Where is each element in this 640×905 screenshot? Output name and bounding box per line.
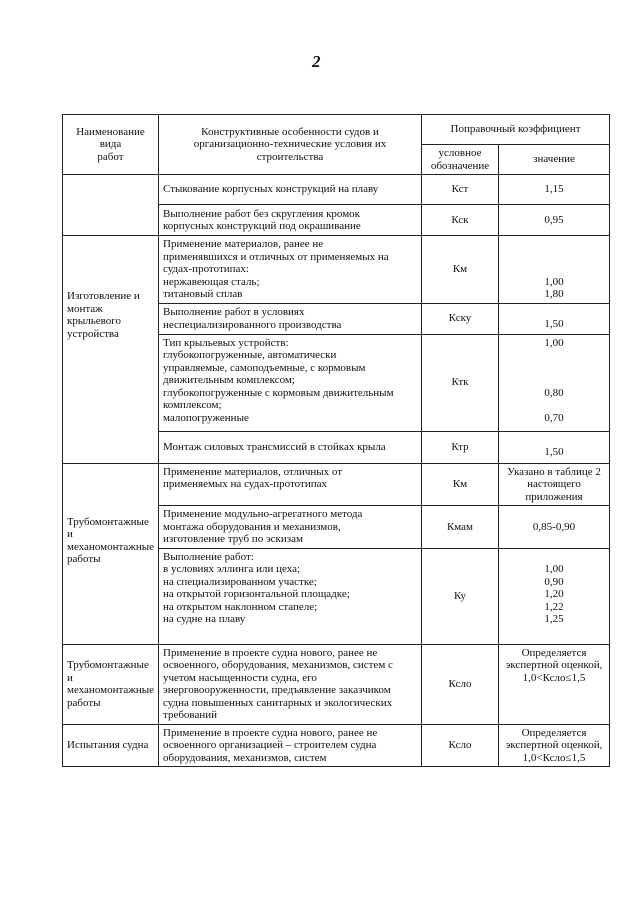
value-cell: 1,00 0,80 0,70	[499, 334, 610, 431]
symbol-cell: Ксло	[422, 644, 499, 724]
table-row	[63, 175, 610, 205]
symbol-cell: Кску	[422, 303, 499, 334]
value-cell: 1,00 0,90 1,20 1,22 1,25	[499, 548, 610, 644]
value-cell: 0,85-0,90	[499, 506, 610, 549]
symbol-cell: Кст	[422, 175, 499, 205]
features-cell: Выполнение работ в условиях неспециализированного производства	[159, 303, 422, 334]
features-cell: Применение материалов, ранее не применявшихся и отличных от применяемых на судах-прототипах: нержавеющая сталь; титановый сплав	[159, 236, 422, 304]
features-cell: Монтаж силовых трансмиссий в стойках крыла	[159, 431, 422, 463]
header-symbol: условное обозначение	[422, 145, 499, 175]
symbol-cell: Ктк	[422, 334, 499, 431]
features-cell: Применение материалов, отличных от применяемых на судах-прототипах	[159, 463, 422, 506]
value-cell: Определяется экспертной оценкой, 1,0<Ксло≤1,5	[499, 724, 610, 767]
work-type-cell: Трубомонтажные и механомонтажные работы	[63, 644, 159, 724]
symbol-cell: Ктр	[422, 431, 499, 463]
value-cell: 1,15	[499, 175, 610, 205]
page-number: 2	[312, 52, 321, 71]
symbol-cell: Км	[422, 236, 499, 304]
value-cell: Указано в таблице 2 настоящего приложения	[499, 463, 610, 506]
value-cell: 1,50	[499, 431, 610, 463]
header-value: значение	[499, 145, 610, 175]
features-cell: Применение модульно-агрегатного метода монтажа оборудования и механизмов, изготовление труб по эскизам	[159, 506, 422, 549]
table-row	[63, 463, 610, 506]
header-features: Конструктивные особенности судов и организационно-технические условия их строительства	[159, 115, 422, 175]
work-type-cell	[63, 175, 159, 236]
value-cell: 1,50	[499, 303, 610, 334]
symbol-cell: Км	[422, 463, 499, 506]
symbol-cell: Ксло	[422, 724, 499, 767]
features-cell: Применение в проекте судна нового, ранее не освоенного, оборудования, механизмов, систем с учетом насыщенности судна, его энерговооруженности, предъявление заказчиком судна повышенных санитарных и экологических требований	[159, 644, 422, 724]
features-cell: Стыкование корпусных конструкций на плаву	[159, 175, 422, 205]
features-cell: Применение в проекте судна нового, ранее не освоенного организацией – строителем судна оборудования, механизмов, систем	[159, 724, 422, 767]
table-row	[63, 724, 610, 767]
features-cell: Выполнение работ: в условиях эллинга или цеха; на специализированном участке; на открытой горизонтальной площадке; на открытом наклонном стапеле; на судне на плаву	[159, 548, 422, 644]
work-type-cell: Испытания судна	[63, 724, 159, 767]
header-work-type: Наименование вида работ	[63, 115, 159, 175]
work-type-cell: Изготовление и монтаж крыльевого устройства	[63, 236, 159, 464]
features-cell: Тип крыльевых устройств: глубокопогруженные, автоматически управляемые, самоподъемные, с кормовым движительным комплексом; глубокопогруженные с кормовым движительным комплексом; малопогруженные	[159, 334, 422, 431]
coefficient-table	[62, 114, 610, 767]
symbol-cell: Кмам	[422, 506, 499, 549]
table-row	[63, 236, 610, 304]
symbol-cell: Кск	[422, 205, 499, 236]
value-cell: Определяется экспертной оценкой, 1,0<Ксло≤1,5	[499, 644, 610, 724]
value-cell: 1,00 1,80	[499, 236, 610, 304]
table-row	[63, 644, 610, 724]
value-cell: 0,95	[499, 205, 610, 236]
symbol-cell: Ку	[422, 548, 499, 644]
work-type-cell: Трубомонтажные и механомонтажные работы	[63, 463, 159, 644]
features-cell: Выполнение работ без скругления кромок корпусных конструкций под окрашивание	[159, 205, 422, 236]
header-coefficient: Поправочный коэффициент	[422, 115, 610, 145]
